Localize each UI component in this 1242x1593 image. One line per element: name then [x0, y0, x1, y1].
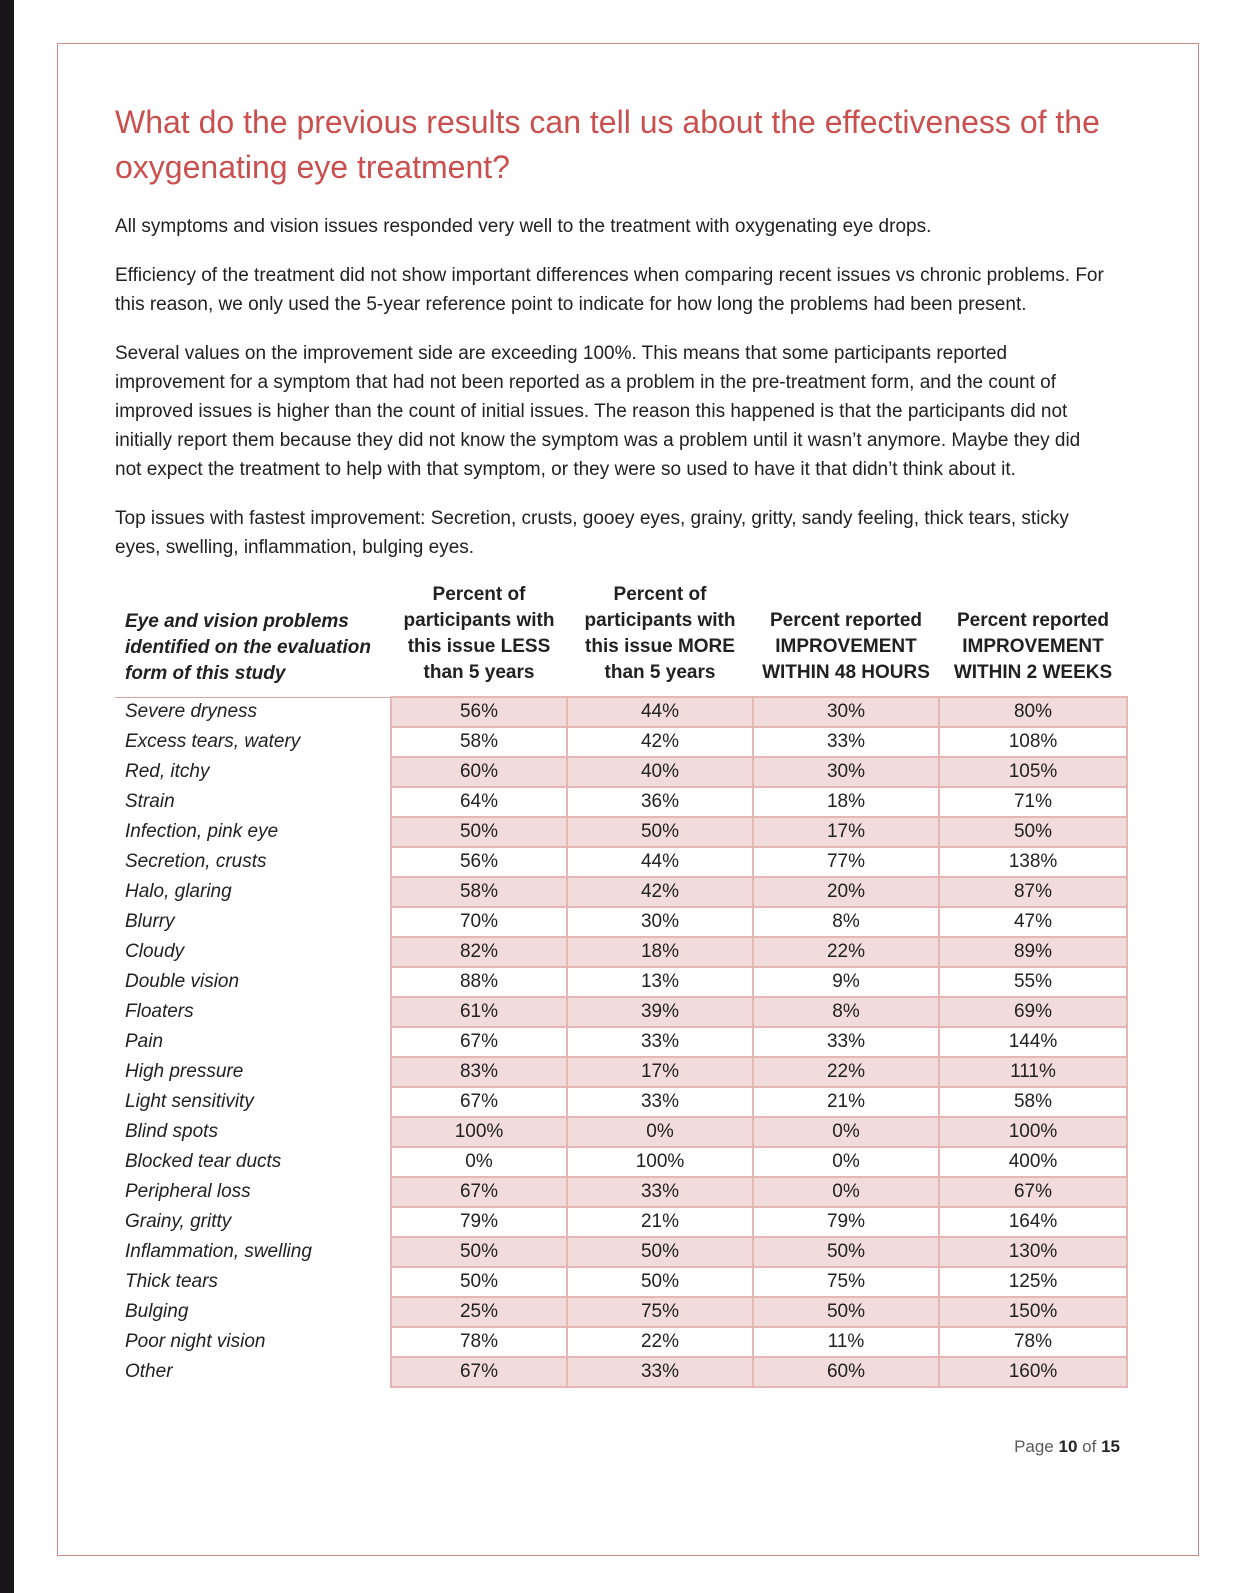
results-table: [115, 582, 1128, 1388]
row-value: 67%: [939, 1177, 1127, 1207]
row-value: 44%: [567, 847, 753, 877]
row-value: 50%: [939, 817, 1127, 847]
row-value: 67%: [391, 1357, 567, 1387]
row-value: 60%: [391, 757, 567, 787]
header-improvement-2w: Percent reported IMPROVEMENT WITHIN 2 WEEKS: [939, 582, 1127, 697]
row-value: 50%: [391, 1267, 567, 1297]
paragraph-intro: All symptoms and vision issues responded very well to the treatment with oxygenating eye drops.: [115, 216, 932, 237]
table-row: [115, 1057, 1127, 1087]
row-label: Strain: [115, 787, 391, 817]
row-label: Peripheral loss: [115, 1177, 391, 1207]
row-value: 40%: [567, 757, 753, 787]
row-value: 47%: [939, 907, 1127, 937]
header-improvement-48h: Percent reported IMPROVEMENT WITHIN 48 HOURS: [753, 582, 939, 697]
table-header-row: [115, 582, 1127, 697]
row-value: 9%: [753, 967, 939, 997]
row-value: 61%: [391, 997, 567, 1027]
row-value: 88%: [391, 967, 567, 997]
row-value: 138%: [939, 847, 1127, 877]
row-value: 20%: [753, 877, 939, 907]
row-value: 11%: [753, 1327, 939, 1357]
row-value: 56%: [391, 847, 567, 877]
row-label: High pressure: [115, 1057, 391, 1087]
row-value: 75%: [753, 1267, 939, 1297]
header-less-5-years: Percent of participants with this issue LESS than 5 years: [391, 582, 567, 697]
row-value: 22%: [753, 937, 939, 967]
table-row: [115, 727, 1127, 757]
row-label: Secretion, crusts: [115, 847, 391, 877]
row-value: 89%: [939, 937, 1127, 967]
row-value: 130%: [939, 1237, 1127, 1267]
table-body: [115, 697, 1127, 1387]
row-value: 0%: [753, 1177, 939, 1207]
table-row: [115, 1177, 1127, 1207]
row-value: 21%: [567, 1207, 753, 1237]
row-label: Light sensitivity: [115, 1087, 391, 1117]
row-value: 164%: [939, 1207, 1127, 1237]
row-label: Blind spots: [115, 1117, 391, 1147]
row-value: 71%: [939, 787, 1127, 817]
row-value: 111%: [939, 1057, 1127, 1087]
row-label: Floaters: [115, 997, 391, 1027]
row-label: Inflammation, swelling: [115, 1237, 391, 1267]
document-page: [115, 100, 1127, 1388]
header-problems: Eye and vision problems identified on the evaluation form of this study: [115, 582, 391, 697]
table-row: [115, 1327, 1127, 1357]
row-value: 50%: [567, 1267, 753, 1297]
footer-of-label: of: [1082, 1437, 1097, 1456]
table-row: [115, 1117, 1127, 1147]
row-value: 100%: [567, 1147, 753, 1177]
footer-page-number: 10: [1058, 1437, 1078, 1456]
row-value: 400%: [939, 1147, 1127, 1177]
header-more-5-years: Percent of participants with this issue MORE than 5 years: [567, 582, 753, 697]
table-row: [115, 1267, 1127, 1297]
row-label: Blocked tear ducts: [115, 1147, 391, 1177]
row-value: 17%: [567, 1057, 753, 1087]
table-row: [115, 1147, 1127, 1177]
row-value: 100%: [391, 1117, 567, 1147]
row-value: 160%: [939, 1357, 1127, 1387]
row-value: 44%: [567, 697, 753, 727]
row-value: 21%: [753, 1087, 939, 1117]
table-row: [115, 997, 1127, 1027]
row-value: 60%: [753, 1357, 939, 1387]
page-title: What do the previous results can tell us about the effectiveness of the oxygenating eye treatment?: [115, 104, 1100, 185]
row-value: 0%: [567, 1117, 753, 1147]
row-value: 18%: [567, 937, 753, 967]
paragraph-efficiency: Efficiency of the treatment did not show important differences when comparing recent issues vs chronic problems. For this reason, we only used the 5-year reference point to indicate for how long the problems had been present.: [115, 265, 1104, 315]
table-row: [115, 847, 1127, 877]
row-label: Grainy, gritty: [115, 1207, 391, 1237]
row-label: Double vision: [115, 967, 391, 997]
paragraph-exceeding-100: Several values on the improvement side are exceeding 100%. This means that some participants reported improvement for a symptom that had not been reported as a problem in the pre-treatment form, and the count of improved issues is higher than the count of initial issues. The reason this happened is that the participants did not initially report them because they did not know the symptom was a problem until it wasn’t anymore. Maybe they did not expect the treatment to help with that symptom, or they were so used to have it that didn’t think about it.: [115, 343, 1081, 480]
table-row: [115, 937, 1127, 967]
row-value: 56%: [391, 697, 567, 727]
row-value: 0%: [753, 1147, 939, 1177]
table-row: [115, 1357, 1127, 1387]
table-row: [115, 757, 1127, 787]
row-value: 22%: [753, 1057, 939, 1087]
row-value: 33%: [567, 1357, 753, 1387]
table-row: [115, 877, 1127, 907]
row-label: Halo, glaring: [115, 877, 391, 907]
row-value: 67%: [391, 1087, 567, 1117]
row-value: 33%: [567, 1177, 753, 1207]
row-value: 83%: [391, 1057, 567, 1087]
row-value: 79%: [391, 1207, 567, 1237]
row-value: 8%: [753, 997, 939, 1027]
row-value: 79%: [753, 1207, 939, 1237]
row-value: 42%: [567, 727, 753, 757]
row-label: Infection, pink eye: [115, 817, 391, 847]
row-value: 78%: [391, 1327, 567, 1357]
row-value: 150%: [939, 1297, 1127, 1327]
row-value: 0%: [391, 1147, 567, 1177]
row-value: 67%: [391, 1027, 567, 1057]
row-value: 70%: [391, 907, 567, 937]
row-value: 69%: [939, 997, 1127, 1027]
row-value: 50%: [567, 817, 753, 847]
row-value: 30%: [753, 757, 939, 787]
row-label: Bulging: [115, 1297, 391, 1327]
row-value: 58%: [391, 727, 567, 757]
row-value: 67%: [391, 1177, 567, 1207]
row-value: 8%: [753, 907, 939, 937]
row-value: 82%: [391, 937, 567, 967]
row-value: 87%: [939, 877, 1127, 907]
row-value: 80%: [939, 697, 1127, 727]
row-value: 30%: [753, 697, 939, 727]
row-value: 33%: [567, 1087, 753, 1117]
row-value: 125%: [939, 1267, 1127, 1297]
row-value: 144%: [939, 1027, 1127, 1057]
row-value: 105%: [939, 757, 1127, 787]
row-value: 33%: [753, 1027, 939, 1057]
row-label: Poor night vision: [115, 1327, 391, 1357]
row-value: 13%: [567, 967, 753, 997]
row-value: 36%: [567, 787, 753, 817]
row-value: 77%: [753, 847, 939, 877]
row-value: 30%: [567, 907, 753, 937]
row-value: 39%: [567, 997, 753, 1027]
row-value: 18%: [753, 787, 939, 817]
table-row: [115, 907, 1127, 937]
row-label: Thick tears: [115, 1267, 391, 1297]
table-row: [115, 967, 1127, 997]
row-value: 78%: [939, 1327, 1127, 1357]
table-row: [115, 1027, 1127, 1057]
row-value: 50%: [753, 1297, 939, 1327]
row-value: 33%: [567, 1027, 753, 1057]
row-value: 58%: [939, 1087, 1127, 1117]
row-label: Cloudy: [115, 937, 391, 967]
row-value: 55%: [939, 967, 1127, 997]
paragraph-top-issues: Top issues with fastest improvement: Secretion, crusts, gooey eyes, grainy, gritty, sandy feeling, thick tears, sticky eyes, swelling, inflammation, bulging eyes.: [115, 508, 1069, 558]
row-label: Severe dryness: [115, 697, 391, 727]
row-label: Pain: [115, 1027, 391, 1057]
row-value: 75%: [567, 1297, 753, 1327]
table-row: [115, 1087, 1127, 1117]
row-value: 50%: [567, 1237, 753, 1267]
row-label: Red, itchy: [115, 757, 391, 787]
row-label: Excess tears, watery: [115, 727, 391, 757]
row-value: 17%: [753, 817, 939, 847]
row-value: 50%: [391, 1237, 567, 1267]
row-label: Other: [115, 1357, 391, 1387]
footer-page-label: Page: [1014, 1437, 1054, 1456]
row-value: 33%: [753, 727, 939, 757]
table-row: [115, 697, 1127, 727]
row-value: 108%: [939, 727, 1127, 757]
row-value: 22%: [567, 1327, 753, 1357]
row-value: 50%: [753, 1237, 939, 1267]
table-row: [115, 1237, 1127, 1267]
page-footer: [1014, 1437, 1120, 1457]
row-value: 0%: [753, 1117, 939, 1147]
screen-edge-strip: [0, 0, 14, 1593]
table-row: [115, 817, 1127, 847]
row-value: 100%: [939, 1117, 1127, 1147]
row-value: 25%: [391, 1297, 567, 1327]
row-value: 42%: [567, 877, 753, 907]
row-value: 58%: [391, 877, 567, 907]
row-label: Blurry: [115, 907, 391, 937]
table-row: [115, 1207, 1127, 1237]
table-row: [115, 787, 1127, 817]
footer-total-pages: 15: [1101, 1437, 1120, 1456]
table-row: [115, 1297, 1127, 1327]
row-value: 50%: [391, 817, 567, 847]
row-value: 64%: [391, 787, 567, 817]
